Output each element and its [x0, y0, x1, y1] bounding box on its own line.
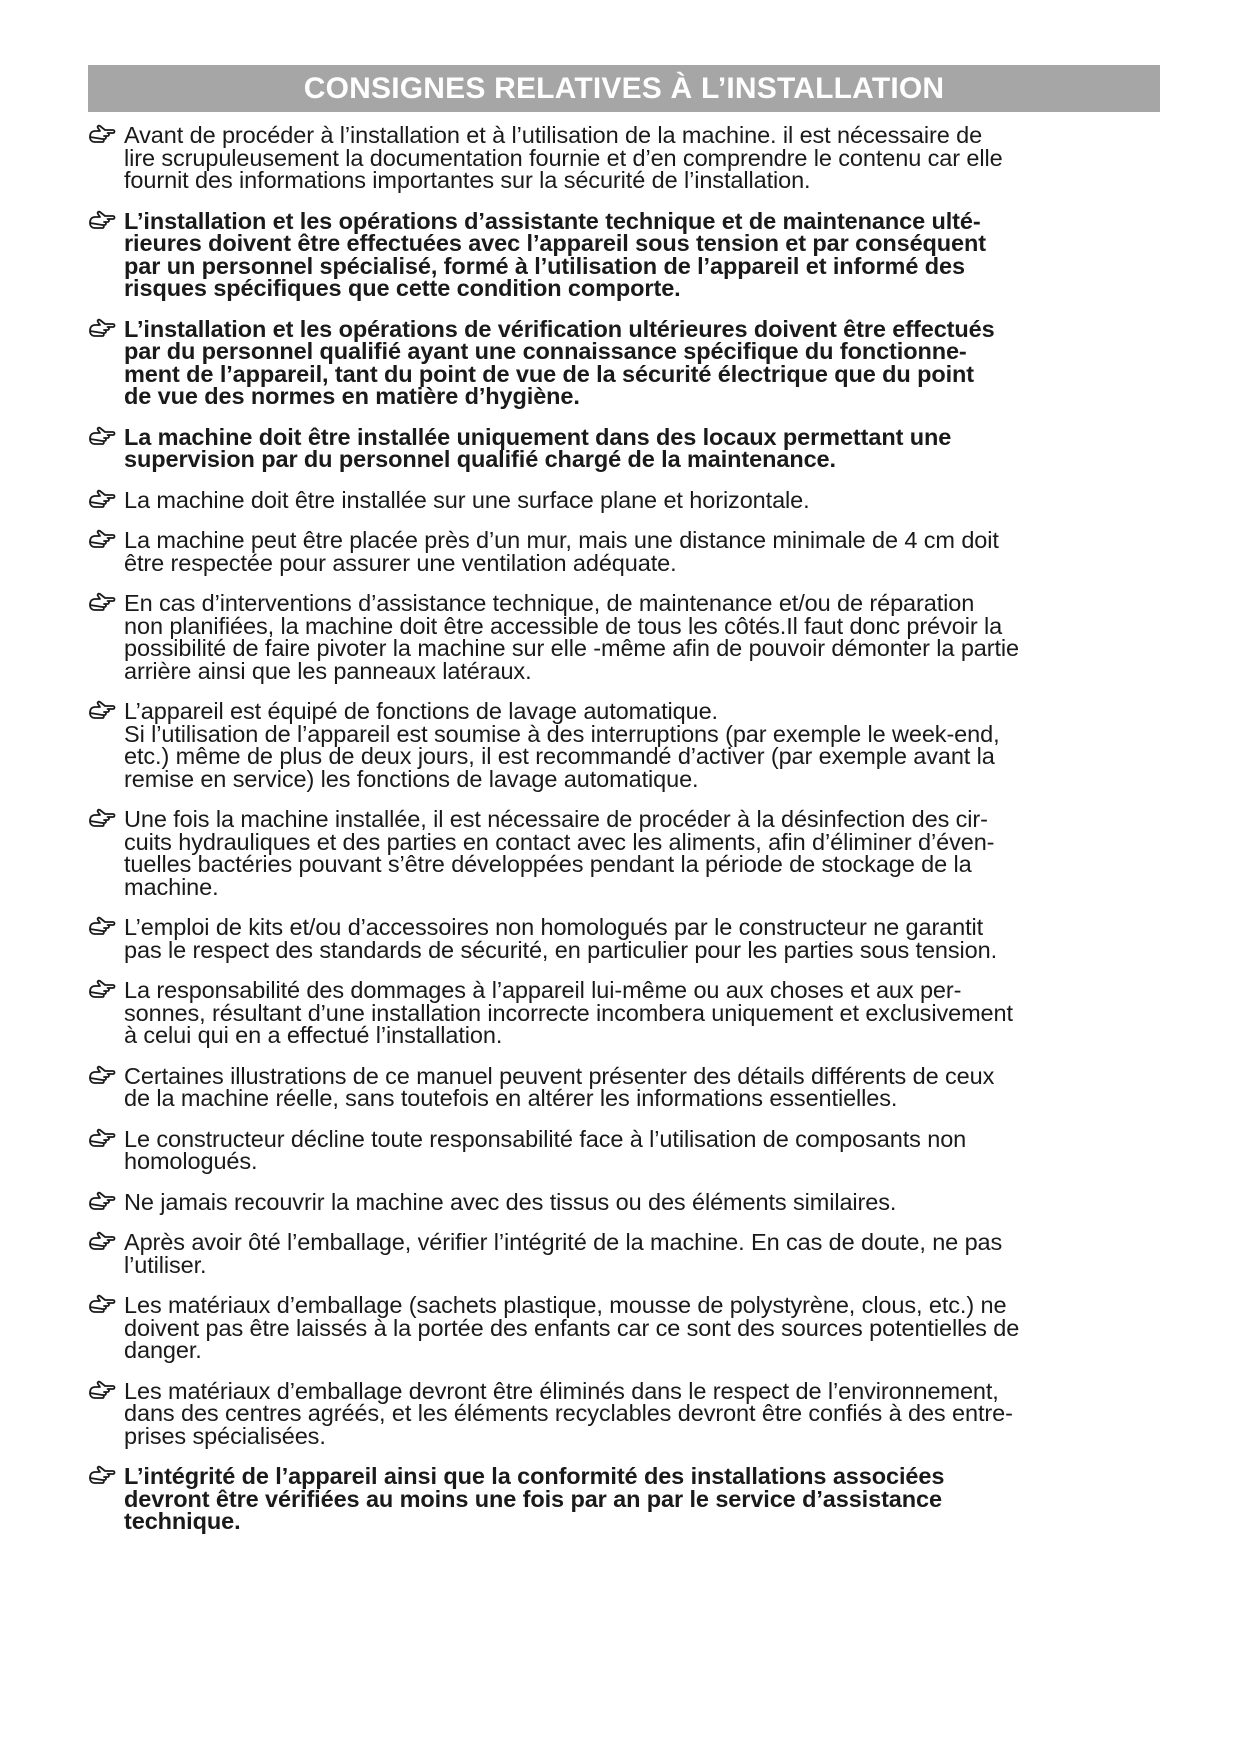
text-line: L’appareil est équipé de fonctions de lavage automatique.: [124, 698, 718, 724]
pointing-hand-icon: [88, 529, 118, 553]
page-title: CONSIGNES RELATIVES À L’INSTALLATION: [303, 71, 945, 105]
text-line: L’emploi de kits et/ou d’accessoires non homologués par le constructeur ne garantit: [124, 914, 984, 940]
list-item-text: [124, 207, 1160, 301]
list-item-text: [124, 1294, 1160, 1362]
pointing-hand-icon: [88, 1191, 118, 1215]
pointing-hand-icon: [88, 489, 118, 513]
text-line: possibilité de faire pivoter la machine sur elle -même afin de pouvoir démonter la partie: [124, 635, 1020, 661]
text-line: à celui qui en a effectué l’installation.: [124, 1022, 503, 1048]
list-item: [88, 486, 1160, 513]
list-item-text: [124, 979, 1160, 1047]
title-bar: [88, 65, 1160, 112]
text-line: pas le respect des standards de sécurité, en particulier pour les parties sous tension.: [124, 936, 998, 963]
list-item-text: [124, 700, 1160, 790]
list-item: [88, 124, 1160, 192]
pointing-hand-icon: [88, 1128, 118, 1152]
list-item: [88, 1062, 1160, 1111]
text-line: Avant de procéder à l’installation et à l’utilisation de la machine. il est nécessaire de: [124, 122, 983, 148]
text-line: de la machine réelle, sans toutefois en altérer les informations essentielles.: [124, 1085, 898, 1111]
text-line: La machine doit être installée sur une surface plane et horizontale.: [124, 486, 810, 513]
pointing-hand-icon: [88, 916, 118, 940]
text-line: Les matériaux d’emballage devront être éliminés dans le respect de l’environnement,: [124, 1377, 999, 1404]
list-item: [88, 1377, 1160, 1449]
text-line: tuelles bactéries pouvant s’être développées pendant la période de stockage de la: [124, 851, 972, 877]
list-item-text: [124, 916, 1160, 961]
text-line: Ne jamais recouvrir la machine avec des tissus ou des éléments similaires.: [124, 1188, 897, 1215]
text-line: L’intégrité de l’appareil ainsi que la conformité des installations associées: [124, 1463, 945, 1489]
pointing-hand-icon: [88, 1065, 118, 1089]
list-item: [88, 1465, 1160, 1533]
text-line: etc.) même de plus de deux jours, il est recommandé d’activer (par exemple avant la: [124, 743, 995, 769]
text-line: Après avoir ôté l’emballage, vérifier l’intégrité de la machine. En cas de doute, ne pas: [124, 1229, 1003, 1255]
list-item-text: [124, 423, 1160, 472]
text-line: Les matériaux d’emballage (sachets plastique, mousse de polystyrène, clous, etc.) ne: [124, 1292, 1007, 1318]
list-item-text: [124, 124, 1160, 192]
text-line: danger.: [124, 1337, 202, 1363]
pointing-hand-icon: [88, 1380, 118, 1404]
text-line: par un personnel spécialisé, formé à l’utilisation de l’appareil et informé des: [124, 252, 965, 279]
text-line: technique.: [124, 1508, 241, 1534]
list-item-text: [124, 1125, 1160, 1174]
pointing-hand-icon: [88, 808, 118, 832]
text-line: sonnes, résultant d’une installation incorrecte incombera uniquement et exclusivement: [124, 999, 1013, 1026]
text-line: de vue des normes en matière d’hygiène.: [124, 383, 580, 409]
pointing-hand-icon: [88, 1231, 118, 1255]
pointing-hand-icon: [88, 592, 118, 616]
list-item: [88, 916, 1160, 961]
text-line: l’utiliser.: [124, 1251, 207, 1278]
text-line: homologués.: [124, 1148, 258, 1174]
list-item-text: [124, 1465, 1160, 1533]
text-line: doivent pas être laissés à la portée des enfants car ce sont des sources potentielles de: [124, 1314, 1020, 1341]
list-item-text: [124, 592, 1160, 682]
text-line: La machine doit être installée uniquement dans des locaux permettant une: [124, 423, 952, 450]
text-line: risques spécifiques que cette condition comporte.: [124, 275, 681, 301]
text-line: remise en service) les fonctions de lavage automatique.: [124, 765, 699, 792]
list-item: [88, 207, 1160, 301]
text-line: devront être vérifiées au moins une fois par an par le service d’assistance: [124, 1485, 942, 1512]
list-item: [88, 592, 1160, 682]
pointing-hand-icon: [88, 979, 118, 1003]
pointing-hand-icon: [88, 426, 118, 450]
list-item: [88, 1231, 1160, 1276]
text-line: Une fois la machine installée, il est nécessaire de procéder à la désinfection des cir-: [124, 806, 988, 832]
list-item-text: [124, 1231, 1160, 1276]
pointing-hand-icon: [88, 1465, 118, 1489]
list-item-text: [124, 808, 1160, 898]
text-line: L’installation et les opérations d’assistante technique et de maintenance ulté-: [124, 207, 981, 234]
list-item-text: [124, 1062, 1160, 1111]
text-line: L’installation et les opérations de vérification ultérieures doivent être effectués: [124, 315, 995, 342]
pointing-hand-icon: [88, 700, 118, 724]
document-page: [88, 65, 1160, 1551]
text-line: En cas d’interventions d’assistance technique, de maintenance et/ou de réparation: [124, 590, 975, 616]
text-line: La responsabilité des dommages à l’appareil lui-même ou aux choses et aux per-: [124, 977, 962, 1003]
list-item-text: [124, 315, 1160, 409]
text-line: par du personnel qualifié ayant une connaissance spécifique du fonctionne-: [124, 338, 967, 364]
list-item: [88, 1188, 1160, 1215]
text-line: La machine peut être placée près d’un mur, mais une distance minimale de 4 cm doit: [124, 527, 999, 553]
text-line: dans des centres agréés, et les éléments recyclables devront être confiés à des entre-: [124, 1400, 1013, 1426]
list-item-text: [124, 529, 1160, 574]
list-item: [88, 1294, 1160, 1362]
list-item: [88, 1125, 1160, 1174]
pointing-hand-icon: [88, 318, 118, 342]
text-line: ment de l’appareil, tant du point de vue de la sécurité électrique que du point: [124, 360, 974, 387]
list-item-text: [124, 1377, 1160, 1449]
pointing-hand-icon: [88, 210, 118, 234]
list-item: [88, 700, 1160, 790]
list-item: [88, 979, 1160, 1047]
text-line: cuits hydrauliques et des parties en contact avec les aliments, afin d’éliminer d’éven-: [124, 828, 995, 855]
list-item: [88, 315, 1160, 409]
text-line: arrière ainsi que les panneaux latéraux.: [124, 657, 532, 684]
list-item: [88, 423, 1160, 472]
text-line: prises spécialisées.: [124, 1422, 326, 1449]
pointing-hand-icon: [88, 1294, 118, 1318]
text-line: Le constructeur décline toute responsabilité face à l’utilisation de composants non: [124, 1125, 967, 1152]
text-line: Si l’utilisation de l’appareil est soumise à des interruptions (par exemple le week-end,: [124, 720, 1000, 747]
text-line: Certaines illustrations de ce manuel peuvent présenter des détails différents de ceux: [124, 1062, 995, 1089]
list-item: [88, 808, 1160, 898]
instruction-list: [88, 124, 1160, 1533]
text-line: supervision par du personnel qualifié chargé de la maintenance.: [124, 446, 836, 472]
list-item: [88, 529, 1160, 574]
text-line: non planifiées, la machine doit être accessible de tous les côtés.Il faut donc prévoir la: [124, 612, 1003, 639]
list-item-text: [124, 1188, 1160, 1215]
pointing-hand-icon: [88, 124, 118, 148]
list-item-text: [124, 486, 1160, 513]
text-line: être respectée pour assurer une ventilation adéquate.: [124, 549, 677, 576]
text-line: rieures doivent être effectuées avec l’appareil sous tension et par conséquent: [124, 230, 986, 256]
text-line: fournit des informations importantes sur la sécurité de l’installation.: [124, 167, 811, 193]
text-line: machine.: [124, 873, 219, 900]
text-line: lire scrupuleusement la documentation fournie et d’en comprendre le contenu car elle: [124, 144, 1003, 171]
